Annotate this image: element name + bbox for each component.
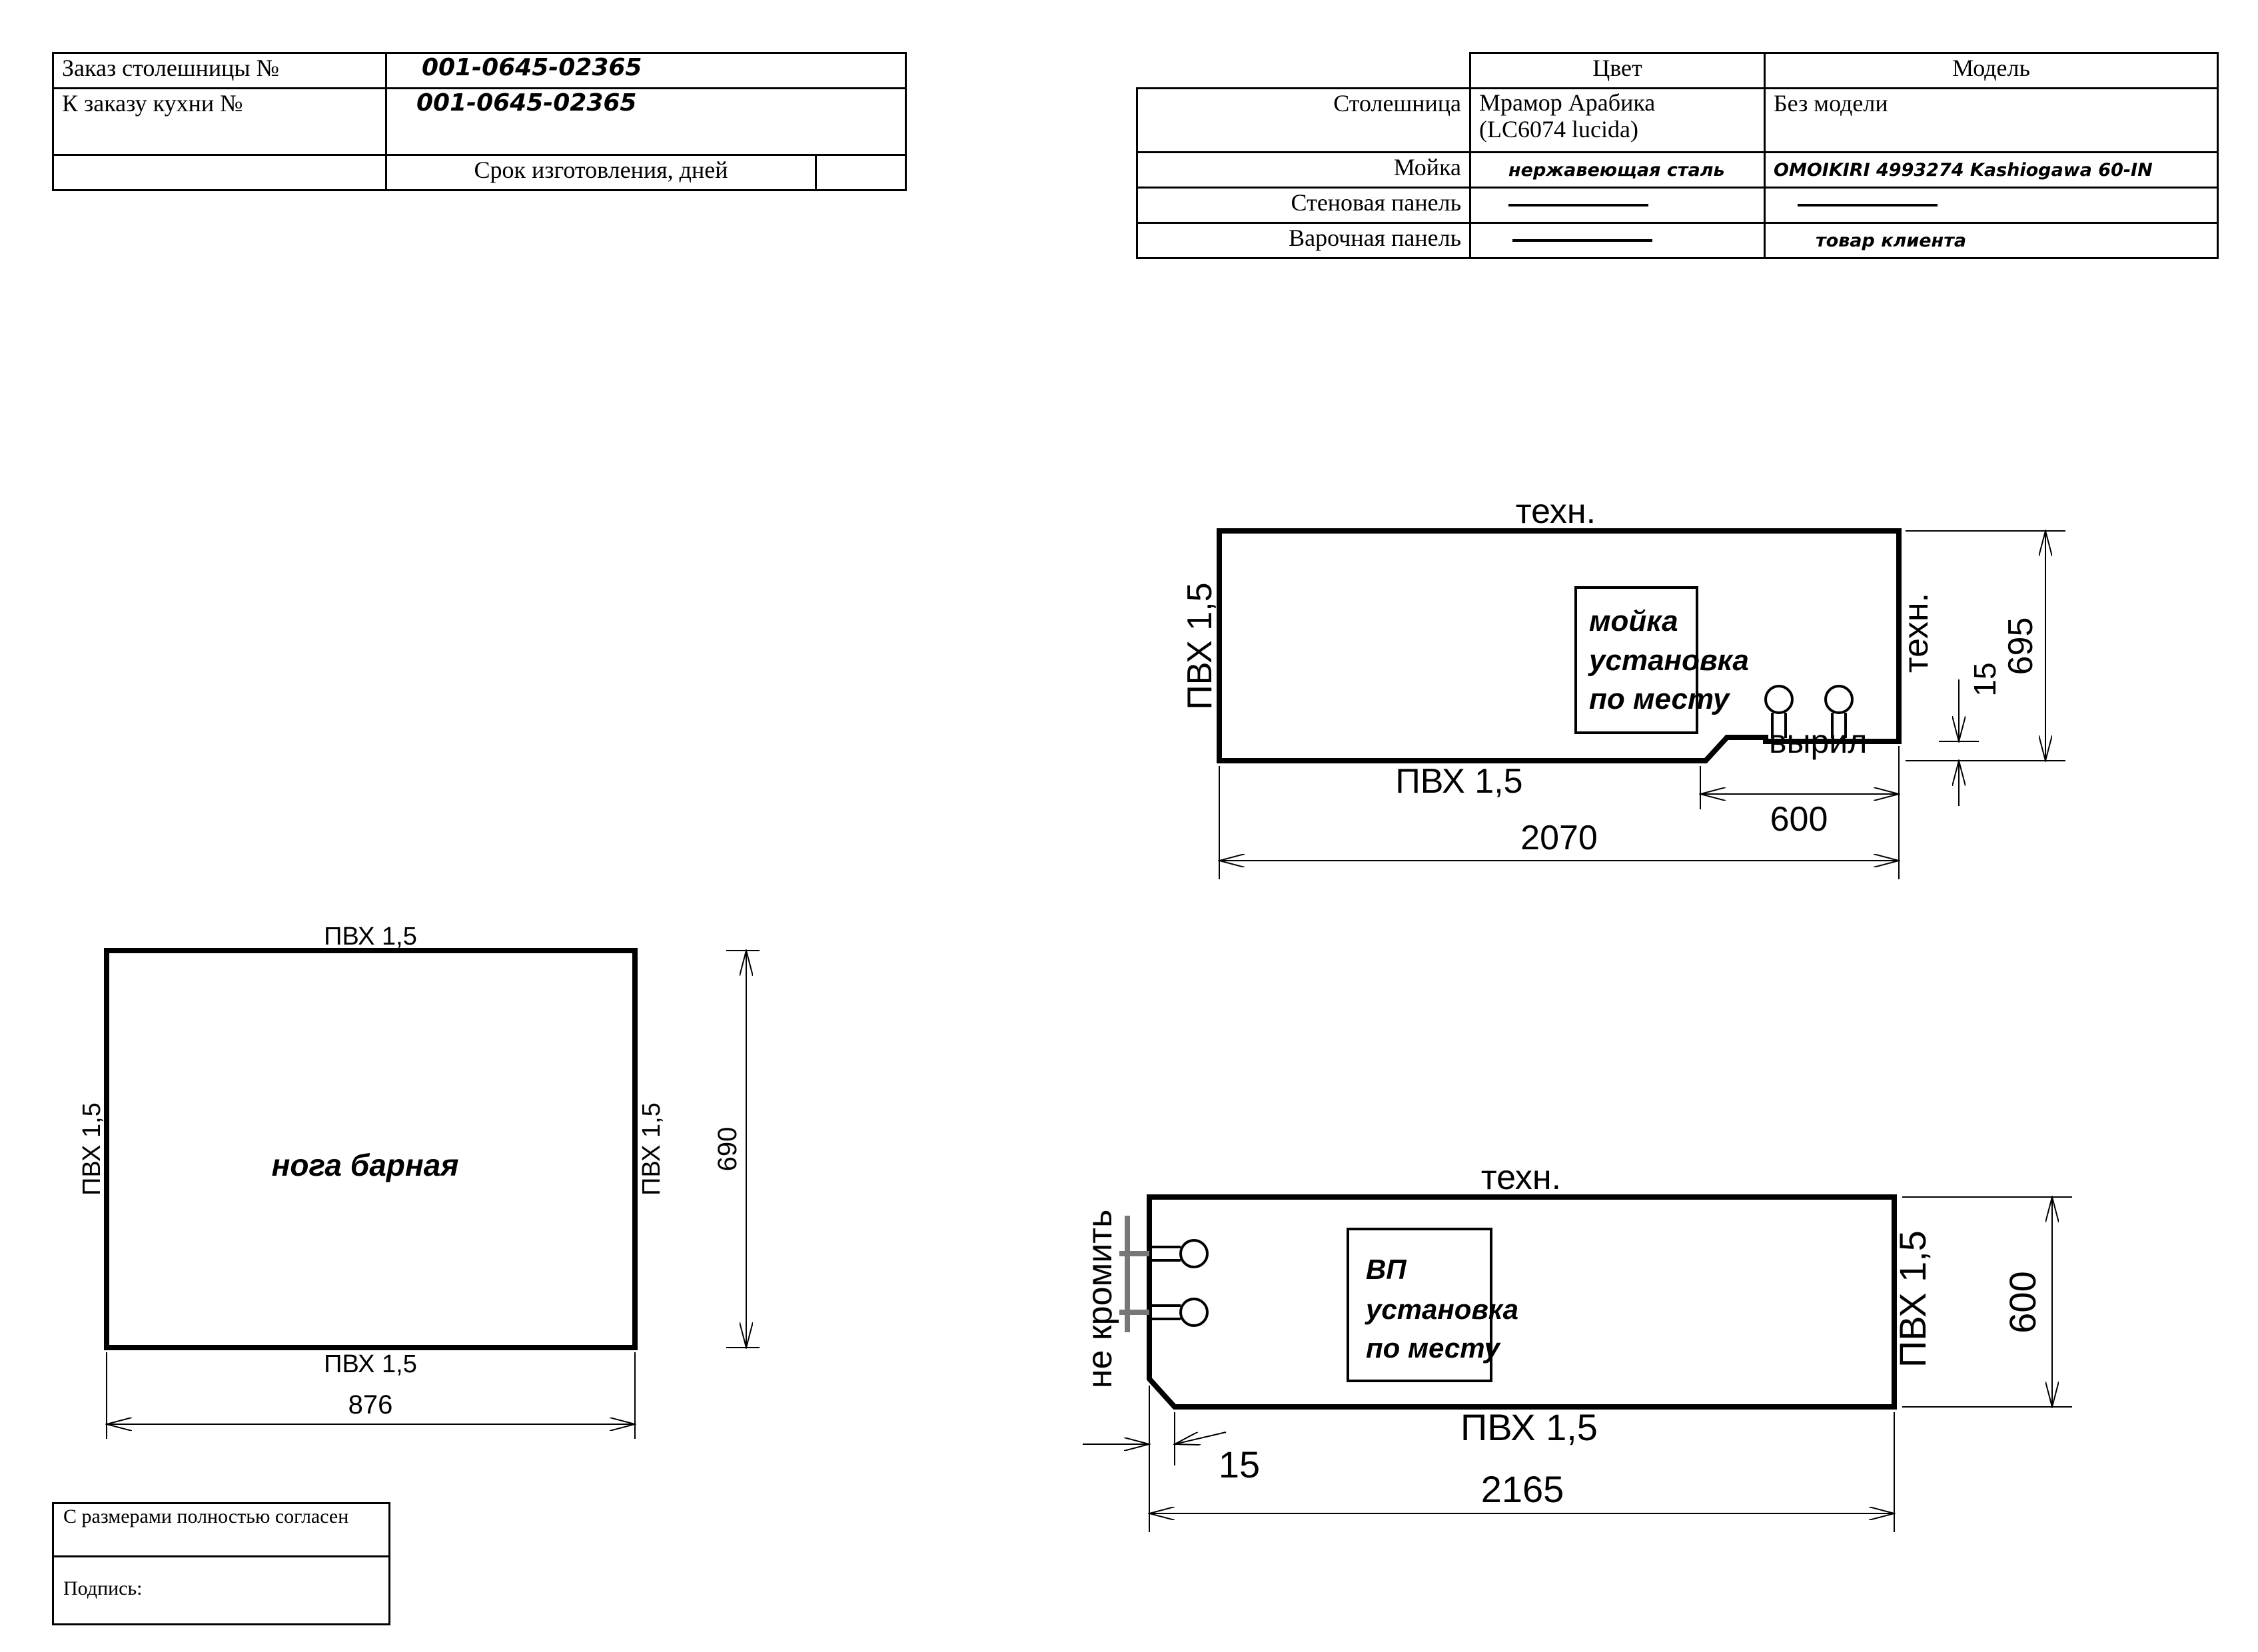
hob-bottom-edge: ПВХ 1,5 bbox=[1460, 1406, 1598, 1448]
sink-dim-step: 15 bbox=[1968, 662, 2002, 697]
hob-dim-chamfer: 15 bbox=[1218, 1444, 1261, 1485]
sink-bottom-edge: ПВХ 1,5 bbox=[1395, 762, 1523, 801]
hob-top-edge: техн. bbox=[1480, 1158, 1562, 1197]
spec-row-sink-color: нержавеющая сталь bbox=[1470, 153, 1765, 188]
bar-leg-drawing bbox=[78, 923, 760, 1439]
bar-bottom-edge: ПВХ 1,5 bbox=[324, 1350, 417, 1378]
hob-countertop-outline bbox=[1149, 1197, 1894, 1407]
hob-dim-length: 2165 bbox=[1480, 1468, 1564, 1510]
sink-countertop-drawing bbox=[1181, 492, 2065, 879]
spec-header-model: Модель bbox=[1765, 53, 2218, 89]
spec-row-wallpanel-label: Стеновая панель bbox=[1137, 188, 1470, 223]
wall-contact-icon bbox=[1119, 1216, 1207, 1332]
sink-note-line-3: по месту bbox=[1589, 683, 1730, 715]
kitchen-order-label: К заказу кухни № bbox=[53, 89, 386, 155]
bar-leg-note: нога барная bbox=[271, 1148, 459, 1182]
spec-row-hob-label: Варочная панель bbox=[1137, 223, 1470, 258]
spec-row-countertop-color: Мрамор Арабика (LC6074 lucida) bbox=[1470, 89, 1765, 153]
bar-right-edge: ПВХ 1,5 bbox=[638, 1102, 666, 1196]
production-term-label: Срок изготовления, дней bbox=[386, 155, 816, 191]
approval-agree-label: С размерами полностью согласен bbox=[54, 1504, 388, 1557]
sink-note-line-2: установка bbox=[1589, 644, 1749, 677]
spec-header-color: Цвет bbox=[1470, 53, 1765, 89]
sink-left-edge: ПВХ 1,5 bbox=[1181, 582, 1219, 710]
sink-top-edge: техн. bbox=[1515, 492, 1596, 531]
hob-note-line-3: по месту bbox=[1366, 1332, 1500, 1364]
hob-note-line-1: ВП bbox=[1366, 1254, 1407, 1285]
sink-dim-cutout: 600 bbox=[1770, 800, 1828, 839]
spec-row-countertop-label: Столешница bbox=[1137, 89, 1470, 153]
bar-dim-length: 876 bbox=[348, 1390, 393, 1420]
approval-signature-label: Подпись: bbox=[63, 1577, 143, 1599]
sink-dim-depth: 695 bbox=[2001, 617, 2040, 675]
sink-dim-length: 2070 bbox=[1520, 819, 1598, 857]
hob-countertop-drawing bbox=[1081, 1158, 2072, 1532]
sink-note-line-1: мойка bbox=[1589, 605, 1678, 637]
hob-note-line-2: установка bbox=[1366, 1294, 1518, 1325]
sink-right-edge: техн. bbox=[1897, 592, 1936, 673]
hob-right-edge: ПВХ 1,5 bbox=[1892, 1230, 1934, 1368]
bar-left-edge: ПВХ 1,5 bbox=[78, 1102, 106, 1196]
bar-top-edge: ПВХ 1,5 bbox=[324, 923, 417, 951]
spec-row-hob-model: товар клиента bbox=[1765, 223, 2218, 258]
countertop-order-label: Заказ столешницы № bbox=[53, 53, 386, 89]
kitchen-order-number: 001-0645-02365 bbox=[386, 89, 906, 155]
bar-dim-depth: 690 bbox=[713, 1126, 742, 1172]
sink-cutout-label: вырил bbox=[1769, 723, 1868, 760]
spec-row-sink-model: OMOIKIRI 4993274 Kashiogawa 60-IN bbox=[1765, 153, 2218, 188]
spec-row-sink-label: Мойка bbox=[1137, 153, 1470, 188]
countertop-order-number: 001-0645-02365 bbox=[386, 53, 906, 89]
hob-dim-depth: 600 bbox=[2001, 1271, 2043, 1334]
hob-left-edge: не кромить bbox=[1081, 1209, 1119, 1389]
spec-row-countertop-model: Без модели bbox=[1765, 89, 2218, 153]
